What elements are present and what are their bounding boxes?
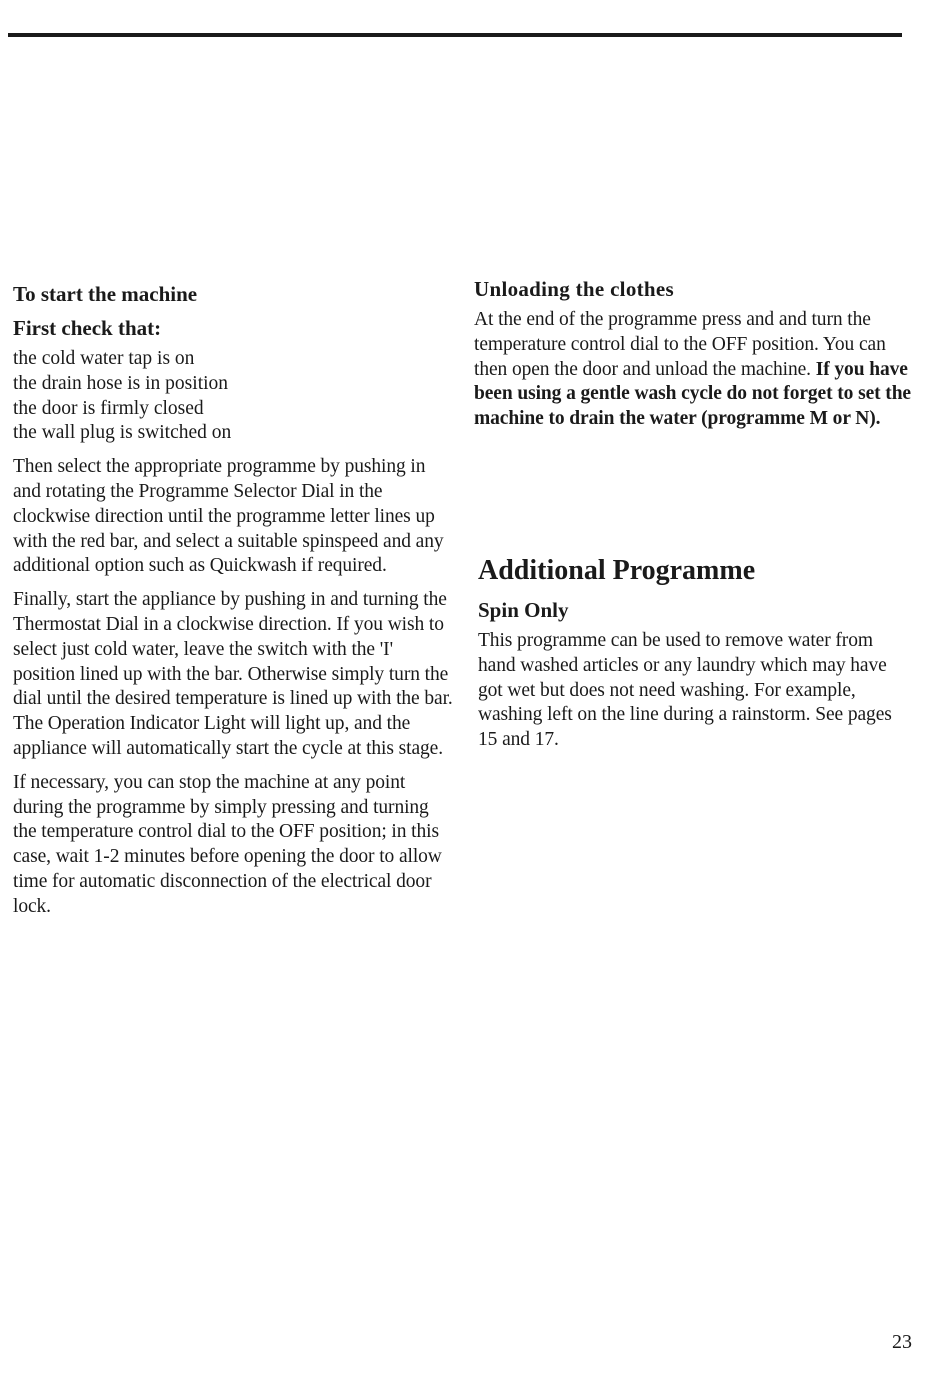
check-list [13, 347, 453, 446]
check-item: the drain hose is in position [13, 372, 229, 394]
additional-programme-title: Additional Programme [478, 555, 756, 586]
page-number: 23 [892, 1331, 912, 1353]
right-column [474, 276, 914, 432]
check-item: the cold water tap is on [13, 348, 195, 369]
spin-only-section [478, 597, 908, 753]
check-item: the wall plug is switched on [13, 422, 232, 444]
spin-only-heading: Spin Only [478, 598, 569, 622]
first-check-heading: First check that: [13, 316, 162, 340]
unloading-heading: Unloading the clothes [474, 277, 674, 301]
start-machine-heading: To start the machine [13, 282, 198, 306]
spin-only-paragraph: This programme can be used to remove water from hand washed articles or any laundry which may have got wet but does not need washing. For example, washing left on the line during a rainstorm. See pages 15 and 17. [478, 630, 892, 751]
unloading-text: At the end of the programme press and and turn the temperature control dial to the OFF position. You can then open the door and unload the machine. [474, 309, 886, 380]
gentle-wash-warning: If you have been using a gentle wash cycle do not forget to set the machine to drain the water (programme M or N). [474, 358, 911, 430]
stop-machine-paragraph: If necessary, you can stop the machine at any point during the programme by simply pressing and turning the temperature control dial to the OFF position; in this case, wait 1-2 minutes before opening the door to allow time for automatic disconnection of the electrical door lock. [13, 771, 442, 917]
left-column [13, 281, 453, 920]
select-programme-paragraph: Then select the appropriate programme by pushing in and rotating the Programme Selector Dial in the clockwise direction until the programme letter lines up with the red bar, and select a suitable spinspeed and any additional option such as Quickwash if required. [13, 456, 444, 577]
unloading-paragraph [474, 308, 914, 432]
start-appliance-paragraph: Finally, start the appliance by pushing in and turning the Thermostat Dial in a clockwise direction. If you wish to select just cold water, leave the switch with the 'I' position lined up with the bar. Otherwise simply turn the dial until the desired temperature is lined up with the bar. The Operation Indicator Light will light up, and the appliance will automatically start the cycle at this stage. [13, 589, 453, 759]
check-item: the door is firmly closed [13, 397, 204, 419]
top-rule [8, 33, 902, 37]
